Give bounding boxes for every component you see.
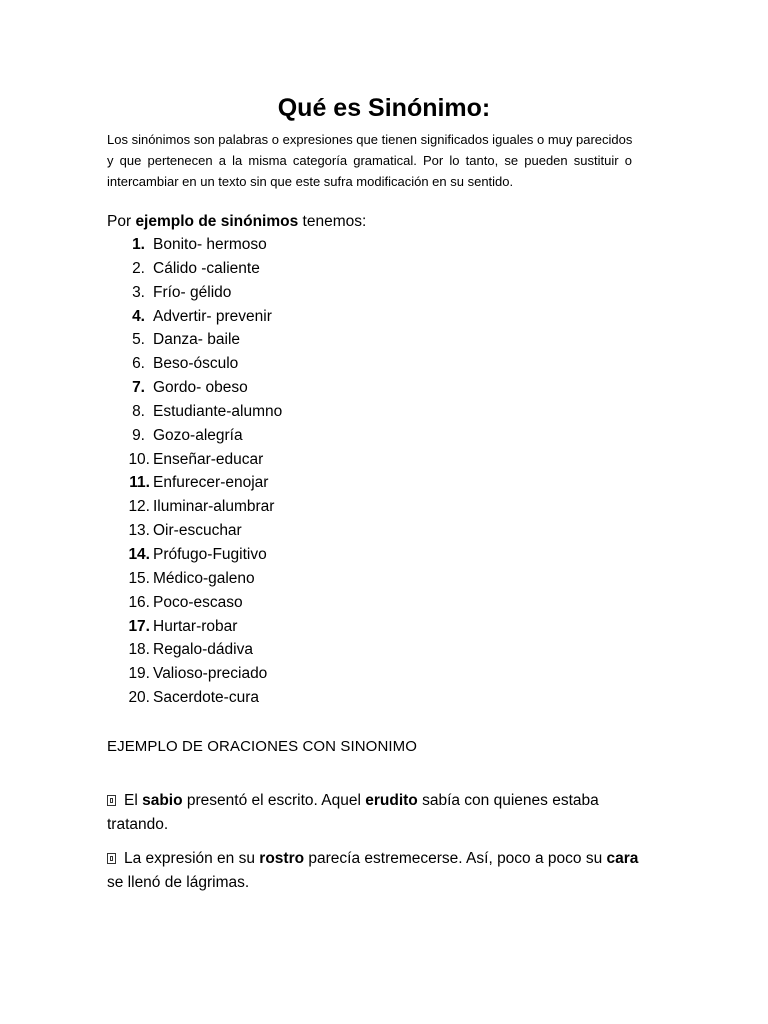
synonym-item <box>107 352 507 376</box>
synonym-pair: Valioso-preciado <box>153 665 268 683</box>
page-title: Qué es Sinónimo: <box>277 94 491 122</box>
synonym-pair: Bonito- hermoso <box>153 236 267 253</box>
synonym-number: 4. <box>132 307 145 325</box>
synonym-number: 10. <box>128 450 150 468</box>
synonym-pair: Oir-escuchar <box>153 522 242 540</box>
intro-line: Los sinónimos son palabras o expresiones que tienen significados iguales o muy parecidos <box>107 132 633 147</box>
intro-paragraph <box>107 129 632 192</box>
synonym-number: 5. <box>132 331 145 349</box>
sentence-text: El <box>124 792 143 809</box>
synonym-pair: Gordo- obeso <box>153 379 248 397</box>
synonym-pair: Estudiante-alumno <box>153 402 283 420</box>
synonym-number: 14. <box>128 545 150 563</box>
highlighted-word: erudito <box>365 792 418 809</box>
highlighted-word: sabio <box>142 792 183 809</box>
synonym-number: 13. <box>128 522 150 540</box>
synonym-number: 8. <box>132 402 145 420</box>
synonym-number: 17. <box>128 617 150 635</box>
synonym-number: 18. <box>128 641 150 659</box>
bullet-icon <box>107 853 116 864</box>
intro-line: y que pertenecen a la misma categoría gramatical. Por lo tanto, se pueden sustituir o <box>107 153 632 168</box>
synonym-item <box>107 567 507 591</box>
synonym-number: 12. <box>128 498 150 516</box>
synonym-item <box>107 305 507 329</box>
example-sentence <box>107 789 647 837</box>
synonym-item <box>107 376 507 400</box>
synonym-number: 1. <box>132 236 145 253</box>
sentences-heading: EJEMPLO DE ORACIONES CON SINONIMO <box>107 738 418 755</box>
synonym-pair: Prófugo-Fugitivo <box>153 545 267 563</box>
examples-heading-pre: Por <box>107 213 136 230</box>
synonym-item <box>107 662 507 686</box>
synonym-number: 2. <box>132 259 145 277</box>
sentence-text: se llenó de lágrimas. <box>107 874 250 891</box>
synonym-pair: Enfurecer-enojar <box>153 474 269 492</box>
synonym-item <box>107 543 507 567</box>
synonym-item <box>107 638 507 662</box>
synonym-item <box>107 495 507 519</box>
synonym-item <box>107 471 507 495</box>
synonym-number: 9. <box>132 426 145 444</box>
synonym-item <box>107 519 507 543</box>
synonym-number: 15. <box>128 569 150 587</box>
synonym-item <box>107 257 507 281</box>
highlighted-word: rostro <box>259 850 305 867</box>
synonym-pair: Sacerdote-cura <box>153 689 259 707</box>
synonym-pair: Gozo-alegría <box>153 426 243 444</box>
synonym-pair: Regalo-dádiva <box>153 641 253 659</box>
synonym-list <box>107 233 507 710</box>
examples-heading-bold: ejemplo de sinónimos <box>135 213 299 230</box>
bullet-icon <box>107 795 116 806</box>
synonym-item <box>107 591 507 615</box>
synonym-item <box>107 328 507 352</box>
sentence-text: sabía con quienes estaba tratando. <box>107 792 599 833</box>
intro-line: intercambiar en un texto sin que este sufra modificación en su sentido. <box>107 174 514 189</box>
synonym-pair: Iluminar-alumbrar <box>153 498 275 516</box>
synonym-number: 6. <box>132 355 145 373</box>
synonym-number: 19. <box>128 665 150 683</box>
synonym-item <box>107 448 507 472</box>
examples-heading-post: tenemos: <box>298 213 367 230</box>
examples-heading <box>107 211 366 233</box>
synonym-item <box>107 686 507 710</box>
synonym-number: 7. <box>132 379 145 397</box>
synonym-item <box>107 281 507 305</box>
sentence-text: presentó el escrito. Aquel <box>182 792 366 809</box>
synonym-number: 3. <box>132 283 145 301</box>
synonym-item <box>107 400 507 424</box>
synonym-pair: Hurtar-robar <box>153 617 238 635</box>
synonym-item <box>107 424 507 448</box>
synonym-pair: Cálido -caliente <box>153 259 260 277</box>
synonym-pair: Frío- gélido <box>153 283 232 301</box>
synonym-item <box>107 233 507 257</box>
synonym-pair: Advertir- prevenir <box>153 307 272 325</box>
synonym-number: 11. <box>129 474 150 492</box>
synonym-pair: Poco-escaso <box>153 593 243 611</box>
synonym-pair: Médico-galeno <box>153 569 255 587</box>
synonym-item <box>107 615 507 639</box>
synonym-number: 16. <box>128 593 150 611</box>
example-sentence <box>107 847 647 895</box>
sentence-text: La expresión en su <box>124 850 260 867</box>
synonym-pair: Danza- baile <box>153 331 241 349</box>
synonym-pair: Enseñar-educar <box>153 450 264 468</box>
highlighted-word: cara <box>606 850 639 867</box>
synonym-pair: Beso-ósculo <box>153 355 239 373</box>
sentence-text: parecía estremecerse. Así, poco a poco su <box>304 850 607 867</box>
synonym-number: 20. <box>128 689 150 707</box>
